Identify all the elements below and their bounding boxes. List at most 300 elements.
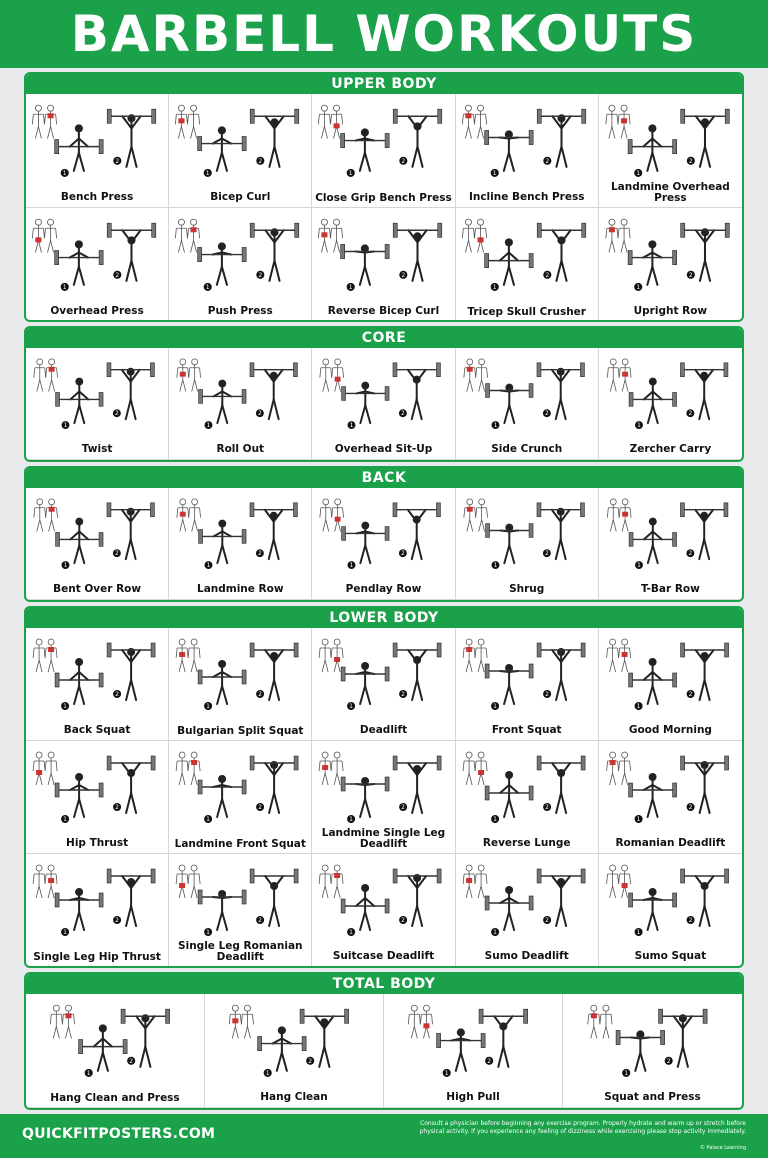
exercise-illustration — [169, 488, 311, 573]
svg-text:2: 2 — [258, 410, 262, 418]
exercise-card-tricep-skull-crusher — [456, 208, 599, 322]
exercise-illustration — [169, 628, 311, 714]
athlete-figure-start — [70, 124, 88, 171]
muscle-diagram-icon — [408, 1005, 432, 1038]
athlete-figure-start — [631, 1030, 649, 1070]
exercise-name: Deadlift — [359, 724, 408, 736]
safety-disclaimer: Consult a physician before beginning any exercise program. Properly hydrate and warm up or stretch before physical activity. If you experience any feeling of dizziness while exercising please stop activity immediately. — [419, 1120, 746, 1135]
athlete-figure-end — [695, 761, 713, 813]
exercise-card-suitcase-deadlift — [312, 854, 455, 967]
athlete-figure-start — [213, 242, 231, 284]
muscle-highlight — [334, 123, 340, 128]
svg-text:1: 1 — [492, 816, 497, 823]
exercise-name: Close Grip Bench Press — [315, 192, 452, 204]
athlete-figure-end — [552, 648, 570, 700]
svg-text:1: 1 — [62, 169, 67, 177]
svg-text:2: 2 — [544, 410, 549, 418]
exercise-name: Tricep Skull Crusher — [467, 306, 586, 318]
exercise-illustration — [205, 994, 383, 1081]
exercise-card-roll-out — [169, 348, 312, 460]
athlete-figure-end — [552, 876, 570, 926]
athlete-figure-end — [408, 510, 426, 559]
athlete-figure-end — [408, 370, 426, 419]
svg-text:2: 2 — [688, 271, 693, 279]
athlete-figure-end — [409, 116, 427, 167]
barbell-icon — [537, 756, 585, 770]
svg-text:2: 2 — [401, 691, 406, 698]
step-1-badge — [62, 561, 70, 569]
athlete-figure-start — [70, 658, 88, 704]
athlete-figure-end — [122, 114, 140, 167]
svg-text:2: 2 — [544, 550, 549, 558]
section-upper-body — [24, 72, 744, 322]
athlete-figure-end — [695, 510, 713, 559]
athlete-figure-end — [266, 228, 284, 281]
svg-text:1: 1 — [86, 1069, 91, 1077]
muscle-highlight — [322, 232, 328, 237]
exercise-illustration — [599, 854, 742, 940]
exercise-card-reverse-lunge — [456, 741, 599, 854]
exercise-illustration — [563, 994, 742, 1081]
svg-text:1: 1 — [265, 1069, 270, 1077]
exercise-card-incline-bench-press — [456, 94, 599, 208]
exercise-illustration — [26, 628, 168, 714]
section-back — [24, 466, 744, 602]
exercise-name: Upright Row — [633, 305, 708, 317]
svg-text:2: 2 — [258, 804, 263, 811]
muscle-diagram-icon — [50, 1005, 74, 1038]
svg-text:2: 2 — [308, 1057, 313, 1065]
step-1-badge — [634, 283, 642, 291]
svg-text:2: 2 — [544, 804, 549, 811]
muscle-highlight — [609, 227, 615, 232]
step-2-badge — [113, 409, 121, 417]
step-2-badge — [686, 409, 694, 417]
muscle-diagram-icon — [319, 105, 343, 138]
exercise-illustration — [312, 854, 454, 940]
exercise-illustration — [26, 208, 168, 295]
svg-text:1: 1 — [349, 422, 354, 430]
athlete-figure-start — [500, 664, 518, 704]
athlete-figure-end — [696, 116, 714, 167]
muscle-diagram-icon — [34, 499, 58, 532]
svg-text:2: 2 — [258, 271, 263, 279]
athlete-figure-end — [696, 228, 714, 281]
athlete-figure-start — [643, 240, 661, 285]
step-1-badge — [491, 815, 499, 823]
athlete-figure-start — [70, 518, 88, 563]
step-1-badge — [634, 928, 642, 936]
athlete-figure-start — [643, 888, 661, 930]
exercise-illustration — [599, 741, 742, 827]
athlete-figure-end — [266, 116, 284, 167]
exercise-name: Sumo Deadlift — [484, 950, 569, 962]
svg-text:2: 2 — [401, 804, 406, 811]
exercise-card-romanian-deadlift — [599, 741, 742, 854]
muscle-highlight — [48, 878, 54, 883]
muscle-diagram-icon — [606, 752, 630, 785]
barbell-icon — [479, 1009, 528, 1023]
athlete-figure-end — [265, 510, 283, 559]
exercise-illustration — [312, 348, 454, 433]
exercise-name: Landmine Overhead Press — [610, 181, 730, 204]
step-2-badge — [256, 803, 264, 811]
step-2-badge — [127, 1057, 135, 1065]
exercise-name: Twist — [81, 443, 113, 455]
svg-text:1: 1 — [206, 703, 211, 710]
athlete-figure-end — [265, 876, 283, 926]
muscle-highlight — [466, 647, 472, 652]
step-1-badge — [61, 928, 69, 936]
exercise-illustration — [26, 994, 204, 1081]
step-2-badge — [113, 157, 121, 165]
exercise-name: Roll Out — [216, 443, 265, 455]
muscle-diagram-icon — [319, 865, 343, 898]
barbell-icon — [107, 756, 155, 770]
athlete-figure-start — [357, 382, 375, 424]
svg-text:1: 1 — [493, 562, 497, 570]
step-1-badge — [491, 702, 499, 710]
barbell-icon — [537, 223, 586, 237]
athlete-figure-start — [356, 884, 374, 930]
athlete-figure-start — [644, 518, 662, 563]
step-1-badge — [61, 283, 69, 291]
muscle-diagram-icon — [463, 752, 487, 785]
athlete-figure-end — [122, 876, 140, 926]
muscle-diagram-icon — [33, 752, 57, 785]
section-core — [24, 326, 744, 462]
exercise-illustration — [26, 741, 168, 827]
muscle-diagram-icon — [463, 499, 487, 532]
muscle-highlight — [591, 1013, 597, 1018]
step-2-badge — [686, 916, 694, 924]
svg-text:2: 2 — [401, 917, 406, 924]
svg-text:1: 1 — [349, 703, 354, 710]
muscle-highlight — [49, 367, 55, 372]
athlete-figure-start — [356, 777, 374, 817]
svg-text:1: 1 — [492, 929, 497, 936]
exercise-card-landmine-overhead-press — [599, 94, 742, 208]
exercise-card-t-bar-row — [599, 488, 742, 600]
exercise-grid — [26, 348, 742, 460]
athlete-figure-end — [552, 114, 570, 167]
step-1-badge — [204, 169, 212, 177]
athlete-figure-start — [357, 522, 375, 564]
exercise-illustration — [456, 94, 598, 181]
section-title: BACK — [26, 468, 742, 488]
muscle-diagram-icon — [176, 865, 200, 898]
exercise-name: Suitcase Deadlift — [332, 950, 435, 962]
step-1-badge — [635, 561, 643, 569]
svg-text:1: 1 — [205, 169, 210, 177]
svg-text:1: 1 — [624, 1069, 629, 1077]
athlete-figure-start — [500, 771, 518, 817]
muscle-highlight — [621, 118, 627, 123]
step-2-badge — [543, 409, 551, 417]
muscle-diagram-icon — [463, 359, 487, 392]
step-1-badge — [348, 561, 356, 569]
svg-text:1: 1 — [349, 929, 354, 936]
step-2-badge — [485, 1057, 493, 1065]
svg-text:2: 2 — [115, 691, 120, 698]
athlete-figure-end — [695, 876, 713, 926]
athlete-figure-end — [122, 508, 140, 559]
svg-text:1: 1 — [636, 562, 641, 570]
exercise-name: Push Press — [207, 305, 273, 317]
exercise-card-shrug — [456, 488, 599, 600]
exercise-card-back-squat — [26, 628, 169, 741]
athlete-figure-start — [500, 384, 518, 424]
exercise-illustration — [26, 348, 168, 433]
athlete-figure-start — [213, 890, 231, 930]
exercise-name: Back Squat — [63, 724, 131, 736]
svg-text:2: 2 — [114, 550, 119, 558]
muscle-diagram-icon — [463, 639, 487, 672]
athlete-figure-start — [356, 244, 374, 284]
athlete-figure-end — [551, 508, 569, 559]
exercise-illustration — [312, 488, 454, 573]
section-lower-body — [24, 606, 744, 968]
step-1-badge — [347, 702, 355, 710]
exercise-name: Bench Press — [60, 191, 134, 203]
muscle-diagram-icon — [462, 219, 486, 252]
exercise-illustration — [456, 348, 598, 433]
athlete-figure-end — [122, 763, 140, 813]
svg-text:2: 2 — [258, 157, 263, 165]
svg-text:2: 2 — [258, 917, 263, 924]
athlete-figure-start — [500, 524, 518, 564]
svg-text:1: 1 — [349, 816, 354, 823]
muscle-highlight — [179, 883, 185, 888]
exercise-illustration — [26, 94, 168, 181]
step-1-badge — [61, 702, 69, 710]
athlete-figure-start — [70, 888, 88, 930]
svg-text:1: 1 — [492, 283, 497, 291]
athlete-figure-end — [122, 230, 140, 281]
athlete-figure-end — [315, 1016, 333, 1067]
exercise-name: Single Leg Hip Thrust — [33, 951, 161, 963]
exercise-name: Reverse Lunge — [482, 837, 571, 849]
exercise-illustration — [599, 94, 742, 181]
step-1-badge — [490, 169, 498, 177]
exercise-name: Side Crunch — [491, 443, 563, 455]
svg-text:1: 1 — [636, 929, 641, 936]
svg-text:1: 1 — [636, 703, 641, 710]
svg-text:1: 1 — [493, 422, 497, 430]
athlete-figure-end — [136, 1014, 154, 1067]
athlete-figure-end — [122, 648, 140, 700]
step-1-badge — [443, 1069, 451, 1077]
exercise-card-push-press — [169, 208, 312, 322]
svg-text:2: 2 — [129, 1057, 134, 1065]
exercise-name: Bicep Curl — [210, 191, 271, 203]
exercise-card-deadlift — [312, 628, 455, 741]
muscle-highlight — [180, 512, 186, 517]
svg-text:1: 1 — [636, 169, 640, 177]
step-1-badge — [204, 815, 212, 823]
exercise-illustration — [599, 348, 742, 433]
step-2-badge — [399, 690, 407, 698]
step-1-badge — [634, 815, 642, 823]
exercise-illustration — [599, 488, 742, 573]
exercise-name: Bent Over Row — [53, 583, 142, 595]
step-1-badge — [204, 928, 212, 936]
exercise-name: Bulgarian Split Squat — [177, 725, 304, 737]
svg-text:1: 1 — [63, 929, 68, 936]
svg-text:2: 2 — [115, 271, 120, 279]
exercise-card-bicep-curl — [169, 94, 312, 208]
athlete-figure-end — [494, 1016, 512, 1067]
muscle-highlight — [466, 507, 472, 512]
muscle-diagram-icon — [320, 499, 344, 532]
muscle-diagram-icon — [320, 359, 344, 392]
step-2-badge — [665, 1057, 673, 1065]
section-title: TOTAL BODY — [26, 974, 742, 994]
barbell-icon — [250, 869, 298, 883]
muscle-highlight — [36, 770, 42, 775]
athlete-figure-start — [356, 128, 374, 170]
exercise-illustration — [599, 208, 742, 295]
exercise-name: Hang Clean and Press — [50, 1092, 180, 1104]
svg-text:1: 1 — [636, 283, 640, 291]
step-2-badge — [687, 157, 695, 165]
athlete-figure-start — [356, 662, 374, 704]
athlete-figure-start — [214, 380, 232, 423]
step-2-badge — [113, 549, 121, 557]
exercise-grid — [26, 94, 742, 322]
exercise-illustration — [456, 208, 598, 295]
athlete-figure-end — [674, 1014, 692, 1067]
athlete-figure-start — [70, 240, 88, 285]
muscle-diagram-icon — [176, 219, 200, 252]
exercise-illustration — [169, 854, 311, 940]
exercise-card-front-squat — [456, 628, 599, 741]
muscle-highlight — [621, 883, 627, 888]
step-1-badge — [634, 702, 642, 710]
brand-website: QUICKFITPOSTERS.COM — [22, 1126, 216, 1142]
exercise-grid — [26, 994, 742, 1108]
step-1-badge — [347, 928, 355, 936]
athlete-figure-end — [265, 761, 283, 813]
exercise-name: High Pull — [446, 1091, 500, 1103]
muscle-highlight — [466, 367, 472, 372]
exercise-card-bulgarian-split-squat — [169, 628, 312, 741]
athlete-figure-start — [273, 1026, 291, 1071]
svg-text:2: 2 — [115, 917, 120, 924]
muscle-highlight — [334, 657, 340, 662]
exercise-card-sumo-squat — [599, 854, 742, 967]
exercise-card-good-morning — [599, 628, 742, 741]
svg-text:2: 2 — [401, 157, 406, 165]
muscle-highlight — [621, 652, 627, 657]
exercise-name: Hang Clean — [260, 1091, 328, 1103]
athlete-figure-start — [644, 378, 662, 423]
step-2-badge — [113, 916, 121, 924]
svg-text:2: 2 — [401, 271, 406, 279]
svg-text:2: 2 — [114, 410, 119, 418]
muscle-highlight — [191, 227, 197, 232]
step-2-badge — [399, 409, 407, 417]
muscle-highlight — [322, 765, 328, 770]
muscle-highlight — [48, 647, 54, 652]
svg-text:2: 2 — [544, 271, 549, 279]
step-1-badge — [61, 169, 69, 177]
step-2-badge — [543, 690, 551, 698]
muscle-highlight — [180, 372, 186, 377]
step-1-badge — [635, 421, 643, 429]
exercise-card-zercher-carry — [599, 348, 742, 460]
step-1-badge — [491, 561, 499, 569]
exercise-card-upright-row — [599, 208, 742, 322]
step-1-badge — [491, 928, 499, 936]
step-1-badge — [622, 1069, 630, 1077]
exercise-card-reverse-bicep-curl — [312, 208, 455, 322]
barbell-icon — [680, 869, 728, 883]
exercise-illustration — [312, 741, 454, 827]
athlete-figure-start — [499, 130, 517, 170]
exercise-name: Landmine Front Squat — [174, 838, 306, 850]
step-1-badge — [264, 1069, 272, 1077]
muscle-diagram-icon — [462, 105, 486, 138]
athlete-figure-end — [409, 230, 427, 281]
exercise-name: Incline Bench Press — [468, 191, 585, 203]
exercise-grid — [26, 628, 742, 967]
exercise-card-squat-and-press — [563, 994, 742, 1108]
exercise-card-pendlay-row — [312, 488, 455, 600]
exercise-card-hang-clean-and-press — [26, 994, 205, 1108]
svg-text:2: 2 — [688, 410, 693, 418]
athlete-figure-start — [643, 773, 661, 817]
muscle-highlight — [478, 770, 484, 775]
svg-text:1: 1 — [492, 169, 497, 177]
step-2-badge — [686, 803, 694, 811]
svg-text:1: 1 — [63, 816, 68, 823]
svg-text:2: 2 — [401, 550, 406, 558]
svg-text:2: 2 — [401, 410, 406, 418]
step-1-badge — [347, 815, 355, 823]
svg-text:2: 2 — [115, 804, 120, 811]
exercise-illustration — [312, 208, 454, 295]
svg-text:1: 1 — [636, 422, 641, 430]
muscle-highlight — [191, 760, 197, 765]
athlete-figure-start — [70, 773, 88, 817]
athlete-figure-end — [408, 874, 426, 926]
athlete-figure-end — [408, 763, 426, 813]
step-2-badge — [306, 1057, 314, 1065]
athlete-figure-end — [408, 650, 426, 700]
muscle-highlight — [609, 760, 615, 765]
step-2-badge — [113, 803, 121, 811]
exercise-card-sumo-deadlift — [456, 854, 599, 967]
exercise-name: Shrug — [509, 583, 545, 595]
step-2-badge — [256, 549, 264, 557]
exercise-card-landmine-front-squat — [169, 741, 312, 854]
muscle-diagram-icon — [32, 219, 56, 252]
svg-text:1: 1 — [206, 929, 211, 936]
copyright-notice: © Palace Learning — [699, 1145, 746, 1151]
svg-text:2: 2 — [688, 804, 693, 811]
svg-text:1: 1 — [63, 562, 68, 570]
exercise-card-twist — [26, 348, 169, 460]
step-2-badge — [687, 271, 695, 279]
exercise-card-overhead-sit-up — [312, 348, 455, 460]
muscle-highlight — [334, 873, 340, 878]
athlete-figure-start — [452, 1028, 470, 1070]
barbell-icon — [393, 643, 441, 657]
svg-text:2: 2 — [688, 917, 693, 924]
muscle-highlight — [232, 1018, 238, 1023]
step-1-badge — [634, 169, 642, 177]
